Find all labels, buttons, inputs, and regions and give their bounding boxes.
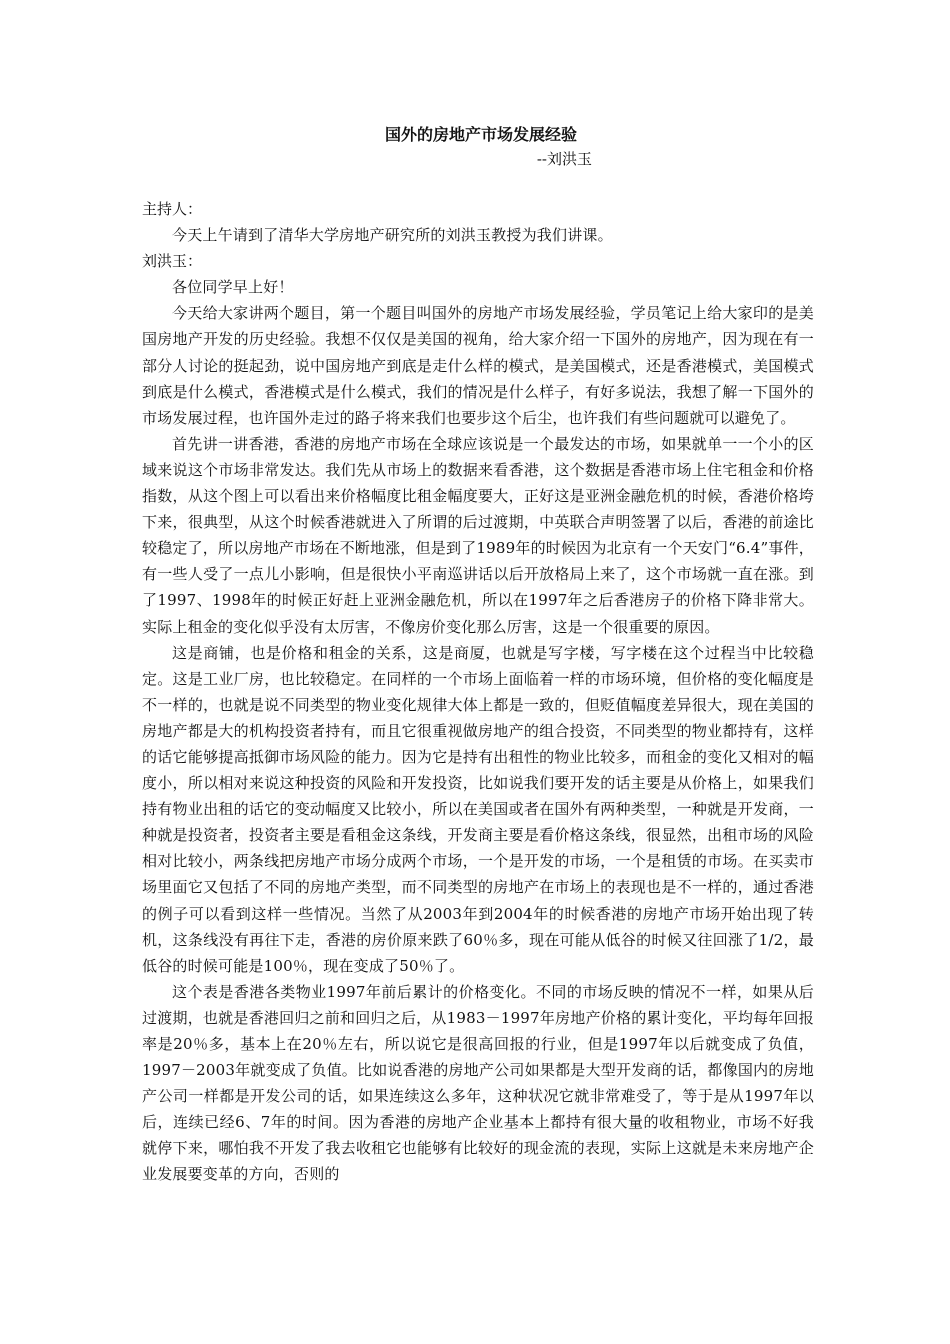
document-page <box>142 122 814 1188</box>
speaker-host-label: 主持人： <box>142 200 203 218</box>
speaker-liu-label: 刘洪玉： <box>142 252 203 271</box>
greeting-paragraph: 各位同学早上好！ <box>172 278 294 297</box>
host-intro-paragraph: 今天上午请到了清华大学房地产研究所的刘洪玉教授为我们讲课。 <box>172 226 613 245</box>
body-paragraph-2: 首先讲一讲香港，香港的房地产市场在全球应该说是一个最发达的市场，如果就单一一个小的区域来说这个市场非常发达。我们先从市场上的数据来看香港，这个数据是香港市场上住宅租金和价格指数，从这个图上可以看出来价格幅度比租金幅度要大，正好这是亚洲金融危机的时候，香港价格垮下来，很典型，从这个时候香港就进入了所谓的后过渡期，中英联合声明签署了以后，香港的前途比较稳定了，所以房地产市场在不断地涨，但是到了1989年的时候因为北京有一个天安门“6.4”事件，有一些人受了一点儿小影响，但是很快小平南巡讲话以后开放格局上来了，这个市场就一直在涨。到了1997、1998年的时候正好赶上亚洲金融危机，所以在1997年之后香港房子的价格下降非常大。实际上租金的变化似乎没有太厉害，不像房价变化那么厉害，这是一个很重要的原因。 <box>142 434 814 636</box>
body-paragraph-1: 今天给大家讲两个题目，第一个题目叫国外的房地产市场发展经验，学员笔记上给大家印的是美国房地产开发的历史经验。我想不仅仅是美国的视角，给大家介绍一下国外的房地产，因为现在有一部分人讨论的挺起劲，说中国房地产到底是走什么样的模式，是美国模式，还是香港模式，美国模式到底是什么模式，香港模式是什么模式，我们的情况是什么样子，有好多说法，我想了解一下国外的市场发展过程，也许国外走过的路子将来我们也要步这个后尘，也许我们有些问题就可以避免了。 <box>142 304 814 427</box>
body-paragraph-3: 这是商铺，也是价格和租金的关系，这是商厦，也就是写字楼，写字楼在这个过程当中比较稳定。这是工业厂房，也比较稳定。在同样的一个市场上面临着一样的市场环境，但价格的变化幅度是不一样的，也就是说不同类型的物业变化规律大体上都是一致的，但贬值幅度差异很大，现在美国的房地产都是大的机构投资者持有，而且它很重视做房地产的组合投资，不同类型的物业都持有，这样的话它能够提高抵御市场风险的能力。因为它是持有出租性的物业比较多，而租金的变化又相对的幅度小，所以相对来说这种投资的风险和开发投资，比如说我们要开发的话主要是从价格上，如果我们持有物业出租的话它的变动幅度又比较小，所以在美国或者在国外有两种类型，一种就是开发商，一种就是投资者，投资者主要是看租金这条线，开发商主要是看价格这条线，很显然，出租市场的风险相对比较小，两条线把房地产市场分成两个市场，一个是开发的市场，一个是租赁的市场。在买卖市场里面它又包括了不同的房地产类型，而不同类型的房地产在市场上的表现也是不一样的，通过香港的例子可以看到这样一些情况。当然了从2003年到2004年的时候香港的房地产市场开始出现了转机，这条线没有再往下走，香港的房价原来跌了60％多，现在可能从低谷的时候又往回涨了1/2，最低谷的时候可能是100％，现在变成了50％了。 <box>142 643 814 975</box>
body-paragraph-4: 这个表是香港各类物业1997年前后累计的价格变化。不同的市场反映的情况不一样，如果从后过渡期，也就是香港回归之前和回归之后，从1983－1997年房地产价格的累计变化，平均每年回报率是20％多，基本上在20％左右，所以说它是很高回报的行业，但是1997年以后就变成了负值，1997－2003年就变成了负值。比如说香港的房地产公司如果都是大型开发商的话，都像国内的房地产公司一样都是开发公司的话，如果连续这么多年，这种状况它就非常难受了，等于是从1997年以后，连续已经6、7年的时间。因为香港的房地产企业基本上都持有很大量的收租物业，市场不好我就停下来，哪怕我不开发了我去收租它也能够有比较好的现金流的表现，实际上这就是未来房地产企业发展要变革的方向，否则的 <box>142 982 814 1184</box>
document-author: --刘洪玉 <box>536 150 592 168</box>
document-title: 国外的房地产市场发展经验 <box>384 125 577 144</box>
